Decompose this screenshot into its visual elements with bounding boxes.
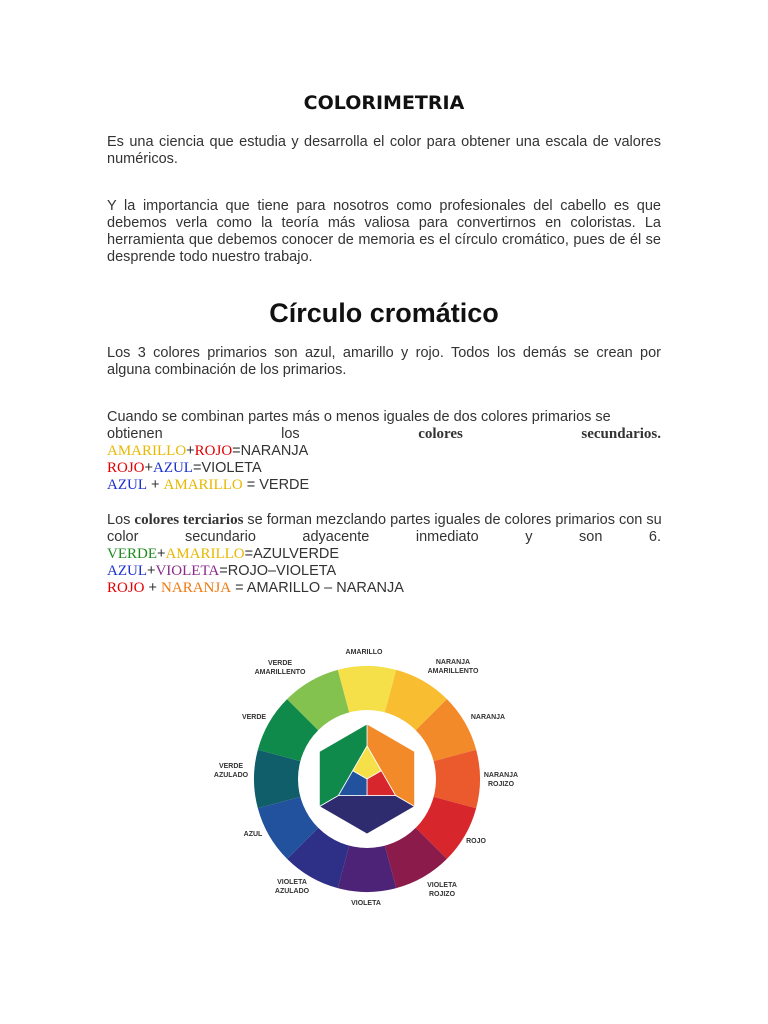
mix-word: AMARILLO: [165, 546, 245, 562]
label-naranja-rojizo-2: ROJIZO: [487, 781, 515, 788]
label-violeta-rojizo-1: VIOLETA: [427, 882, 457, 889]
tertiary-intro-line2: [107, 529, 661, 546]
primaries-paragraph: Los 3 colores primarios son azul, amarillo y rojo. Todos los demás se crean por alguna combinación de los primarios.: [107, 345, 661, 378]
tertiary-word: son: [579, 529, 603, 545]
mix-word: AZUL: [107, 563, 147, 579]
label-violeta-azulado-2: AZULADO: [274, 888, 310, 895]
tertiary-word: y: [525, 529, 533, 545]
secondary-mix-1: [107, 443, 308, 460]
mix-word: ROJO: [194, 443, 233, 459]
intro-paragraph: Es una ciencia que estudia y desarrolla el color para obtener una escala de valores numéricos.: [107, 134, 661, 167]
secondary-word-obtienen: obtienen: [107, 426, 163, 442]
label-verde: VERDE: [241, 714, 267, 721]
label-rojo: ROJO: [466, 838, 486, 845]
tertiary-post: se forman mezclando partes iguales de colores primarios con su: [243, 512, 662, 528]
mix-result: = AMARILLO – NARANJA: [231, 580, 404, 596]
label-violeta-rojizo-2: ROJIZO: [428, 891, 456, 898]
label-naranja-amarillento-2: AMARILLENTO: [427, 668, 479, 675]
mix-plus: +: [157, 546, 166, 562]
mix-word: AZUL: [107, 477, 147, 493]
color-wheel-figure: [207, 636, 527, 916]
label-verde-azulado-1: VERDE: [218, 763, 244, 770]
mix-word: VERDE: [107, 546, 157, 562]
label-violeta-azulado-1: VIOLETA: [277, 879, 307, 886]
label-violeta: VIOLETA: [351, 900, 381, 907]
mix-word: AZUL: [152, 460, 193, 476]
secondary-word-secundarios: secundarios.: [581, 426, 661, 442]
secondary-mix-2: [107, 460, 262, 477]
mix-result: = VERDE: [242, 477, 310, 493]
tertiary-intro-line1: [107, 512, 662, 529]
mix-plus: +: [186, 443, 195, 459]
tertiary-pre: Los: [107, 512, 135, 528]
section-heading: Círculo cromático: [269, 298, 499, 328]
mix-word: ROJO: [107, 580, 145, 596]
tertiary-word: inmediato: [415, 529, 479, 545]
mix-result: =ROJO–VIOLETA: [219, 563, 337, 579]
tertiary-mix-1: [107, 546, 339, 563]
mix-result: =NARANJA: [232, 443, 309, 459]
mix-word: AMARILLO: [107, 443, 187, 459]
tertiary-bold-term: colores terciarios: [134, 512, 244, 528]
secondary-intro-line2: [107, 426, 661, 443]
mix-word: NARANJA: [161, 580, 232, 596]
mix-plus: +: [144, 580, 162, 596]
label-naranja-rojizo-1: NARANJA: [483, 772, 519, 779]
tertiary-word: adyacente: [302, 529, 370, 545]
label-naranja-amarillento-1: NARANJA: [435, 659, 471, 666]
tertiary-word: 6.: [648, 529, 661, 545]
tertiary-mix-2: [107, 563, 336, 580]
secondary-mix-3: [107, 477, 309, 494]
secondary-word-los: los: [281, 426, 300, 442]
mix-plus: +: [144, 460, 153, 476]
mix-word: ROJO: [107, 460, 145, 476]
label-verde-amarillento-2: AMARILLENTO: [254, 669, 306, 676]
tertiary-word: secundario: [184, 529, 256, 545]
secondary-intro-line1: Cuando se combinan partes más o menos iguales de dos colores primarios se: [107, 409, 611, 425]
label-naranja: NARANJA: [470, 714, 506, 721]
secondary-word-colores: colores: [418, 426, 463, 442]
label-verde-azulado-2: AZULADO: [213, 772, 249, 779]
importance-paragraph: Y la importancia que tiene para nosotros como profesionales del cabello es que debemos verla como la teoría más valiosa para convertirnos en coloristas. La herramienta que debemos conocer de memoria es el círculo cromático, pues de él se desprende todo nuestro trabajo.: [107, 198, 661, 265]
mix-word: AMARILLO: [163, 477, 243, 493]
document-title: COLORIMETRIA: [303, 92, 465, 114]
tertiary-mix-3: [107, 580, 404, 597]
tertiary-word: color: [107, 529, 139, 545]
mix-plus: +: [147, 477, 164, 493]
label-amarillo: AMARILLO: [345, 649, 383, 656]
mix-word: VIOLETA: [155, 563, 220, 579]
mix-plus: +: [147, 563, 156, 579]
label-azul: AZUL: [243, 831, 263, 838]
mix-result: =AZULVERDE: [244, 546, 340, 562]
label-verde-amarillento-1: VERDE: [267, 660, 293, 667]
mix-result: =VIOLETA: [192, 460, 262, 476]
